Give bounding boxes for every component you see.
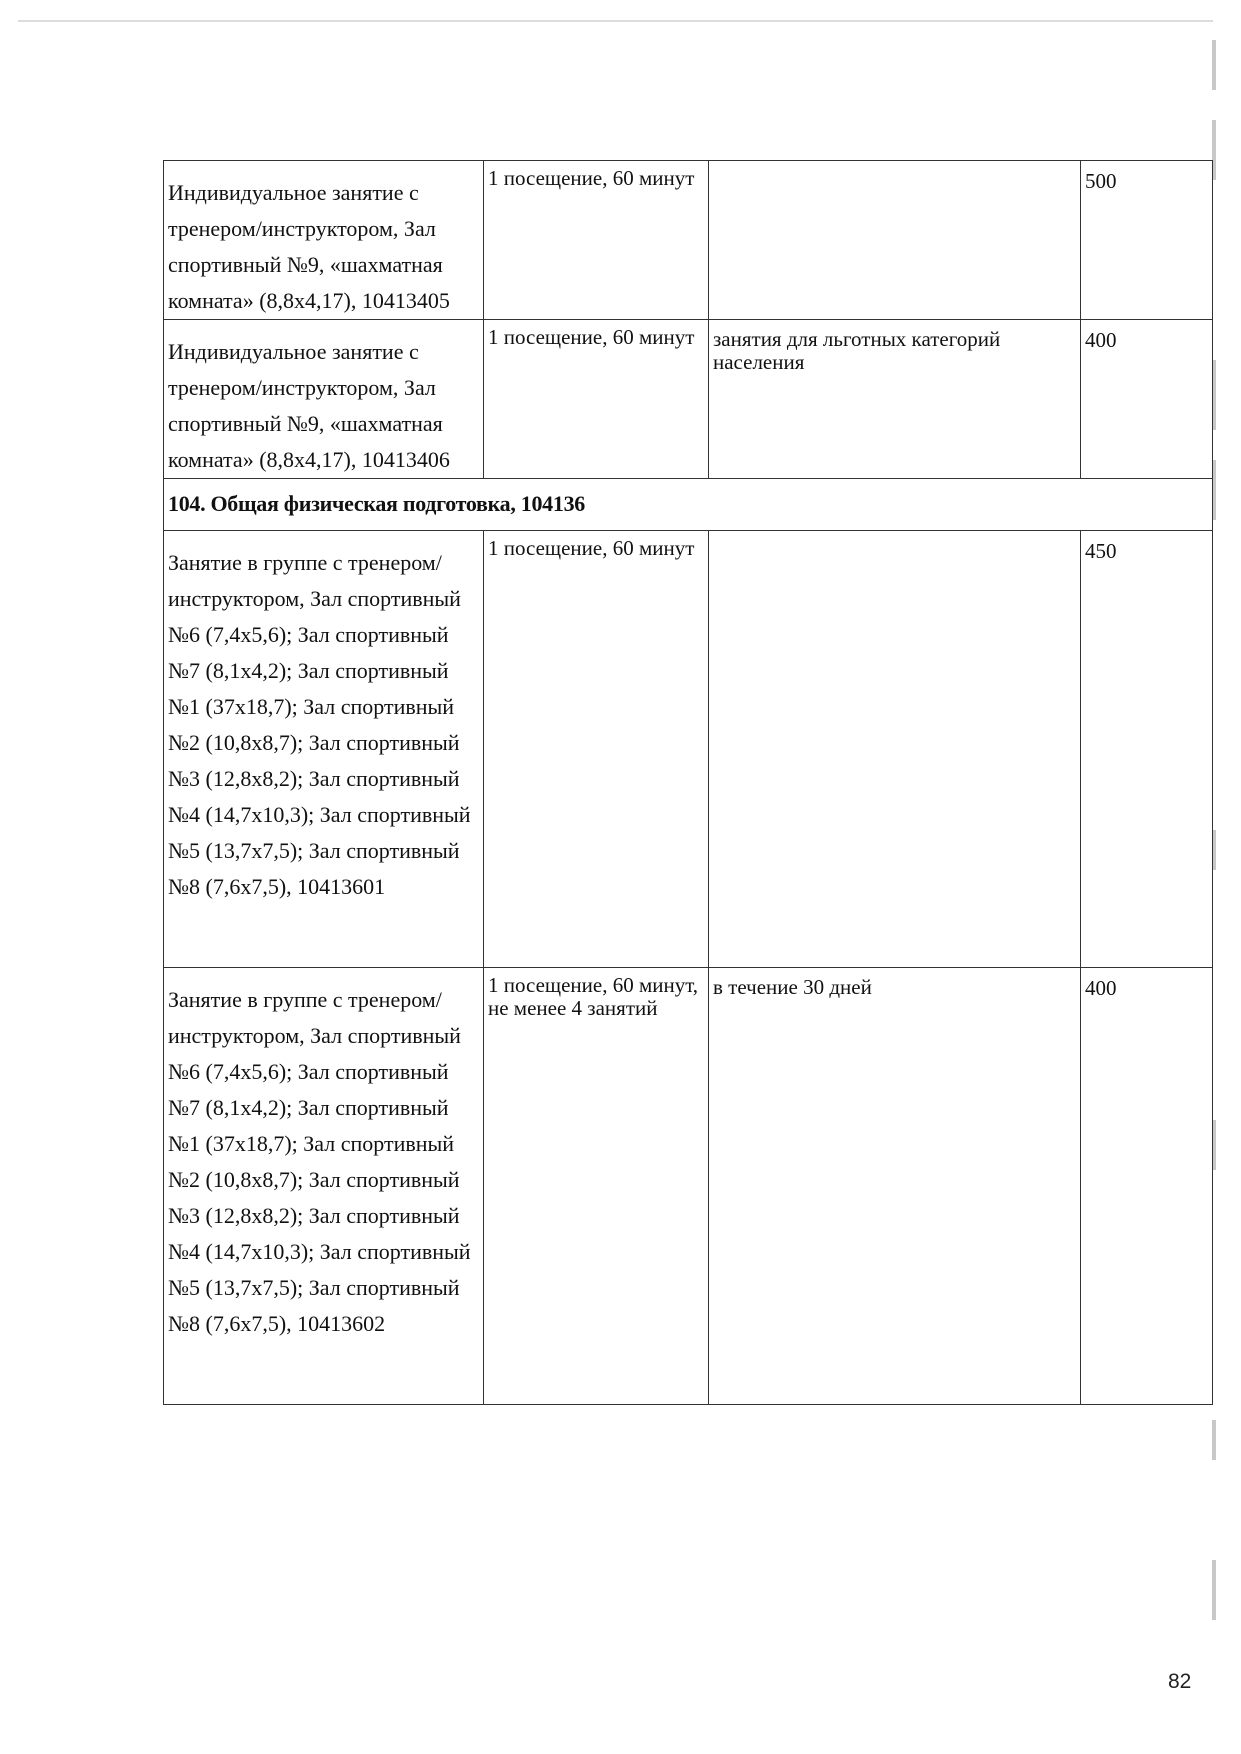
price-cell: 400	[1081, 320, 1213, 479]
price-table	[163, 160, 1213, 1405]
service-name-cell: Занятие в группе с тренером/инструктором, Зал спортивный №6 (7,4x5,6); Зал спортивный №7 (8,1x4,2); Зал спортивный №1 (37x18,7); Зал спортивный №2 (10,8x8,7); Зал спортивный №3 (12,8x8,2); Зал спортивный №4 (14,7x10,3); Зал спортивный №5 (13,7x7,5); Зал спортивный №8 (7,6x7,5), 10413601	[164, 531, 484, 968]
section-header-row	[164, 479, 1213, 531]
page-number: 82	[1168, 1670, 1192, 1693]
table-row	[164, 161, 1213, 320]
service-name-cell: Индивидуальное занятие с тренером/инструктором, Зал спортивный №9, «шахматная комната» (8,8х4,17), 10413405	[164, 161, 484, 320]
price-cell: 450	[1081, 531, 1213, 968]
binding-mark	[1212, 1420, 1216, 1460]
note-cell: в течение 30 дней	[709, 968, 1081, 1405]
table-row	[164, 320, 1213, 479]
note-cell	[709, 531, 1081, 968]
price-cell: 400	[1081, 968, 1213, 1405]
note-cell: занятия для льготных категорий населения	[709, 320, 1081, 479]
duration-cell: 1 посещение, 60 минут	[484, 531, 709, 968]
duration-cell: 1 посещение, 60 минут	[484, 320, 709, 479]
duration-cell: 1 посещение, 60 минут, не менее 4 занятий	[484, 968, 709, 1405]
binding-mark	[1212, 40, 1216, 90]
section-title: 104. Общая физическая подготовка, 104136	[164, 479, 1213, 531]
duration-cell: 1 посещение, 60 минут	[484, 161, 709, 320]
service-name-cell: Занятие в группе с тренером/инструктором, Зал спортивный №6 (7,4x5,6); Зал спортивный №7 (8,1x4,2); Зал спортивный №1 (37x18,7); Зал спортивный №2 (10,8x8,7); Зал спортивный №3 (12,8x8,2); Зал спортивный №4 (14,7x10,3); Зал спортивный №5 (13,7x7,5); Зал спортивный №8 (7,6x7,5), 10413602	[164, 968, 484, 1405]
binding-mark	[1212, 1560, 1216, 1620]
note-cell	[709, 161, 1081, 320]
service-name-cell: Индивидуальное занятие с тренером/инструктором, Зал спортивный №9, «шахматная комната» (8,8х4,17), 10413406	[164, 320, 484, 479]
table-row	[164, 531, 1213, 968]
table-row	[164, 968, 1213, 1405]
price-cell: 500	[1081, 161, 1213, 320]
page-top-rule	[18, 20, 1213, 22]
